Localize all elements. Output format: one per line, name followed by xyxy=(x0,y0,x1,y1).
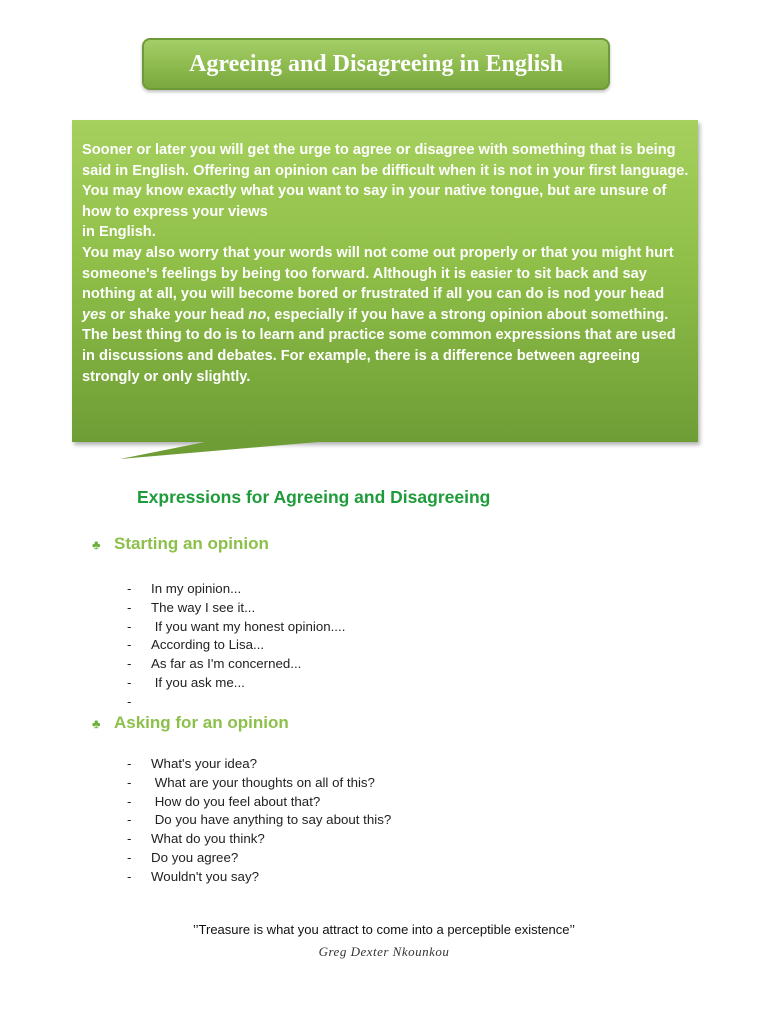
list-item: - What's your idea? xyxy=(127,756,258,771)
list-item: - How do you feel about that? xyxy=(127,793,321,809)
intro-paragraph-3: The best thing to do is to learn and practice some common expressions that are used in discussions and debates. For example, there is a difference between agreeing strongly or only slightly. xyxy=(82,327,676,385)
list-item: - Wouldn't you say? xyxy=(127,868,259,884)
quote: ’’Treasure is what you attract to come into a perceptible existence’’ xyxy=(192,922,575,937)
list-item: - According to Lisa... xyxy=(127,637,265,653)
starting-list xyxy=(127,580,345,712)
asking-list xyxy=(127,755,391,887)
callout-tail xyxy=(120,441,330,461)
title-banner xyxy=(142,38,610,90)
intro-paragraph-1: Sooner or later you will get the urge to agree or disagree with something that is being said in English. Offering an opinion can be difficult when it is not in your first language. You may know exactly what you want to say in your native tongue, but are unsure of how to express your views in English. xyxy=(82,142,689,241)
list-item: - Do you agree? xyxy=(127,849,239,865)
intro-paragraph-2: You may also worry that your words will not come out properly or that you might hurt someone's feelings by being too forward. Although it is easier to sit back and say nothing at all, you will become bored or frustrated if all you can do is nod your head yes or shake your head no, especially if you have a strong opinion about something. xyxy=(82,244,674,323)
list-item: - As far as I'm concerned... xyxy=(127,656,302,672)
asking-heading: ♣ Asking for an opinion xyxy=(92,713,289,732)
club-icon: ♣ xyxy=(92,715,101,731)
section-heading: Expressions for Agreeing and Disagreeing xyxy=(137,487,491,507)
list-item: - In my opinion... xyxy=(127,581,242,596)
page-title: Agreeing and Disagreeing in English xyxy=(189,50,563,77)
list-item: - The way I see it... xyxy=(127,599,256,615)
quote-author: Greg Dexter Nkounkou xyxy=(318,944,450,959)
club-icon: ♣ xyxy=(92,536,101,552)
starting-heading: ♣ Starting an opinion xyxy=(92,534,269,553)
list-item: - If you want my honest opinion.... xyxy=(127,618,346,634)
list-item: - If you ask me... xyxy=(127,674,245,690)
list-item: - What are your thoughts on all of this? xyxy=(127,774,375,790)
list-item: - What do you think? xyxy=(127,831,265,847)
intro-text xyxy=(82,140,692,387)
list-item: - Do you have anything to say about this? xyxy=(127,812,392,828)
list-item: - xyxy=(127,693,132,709)
